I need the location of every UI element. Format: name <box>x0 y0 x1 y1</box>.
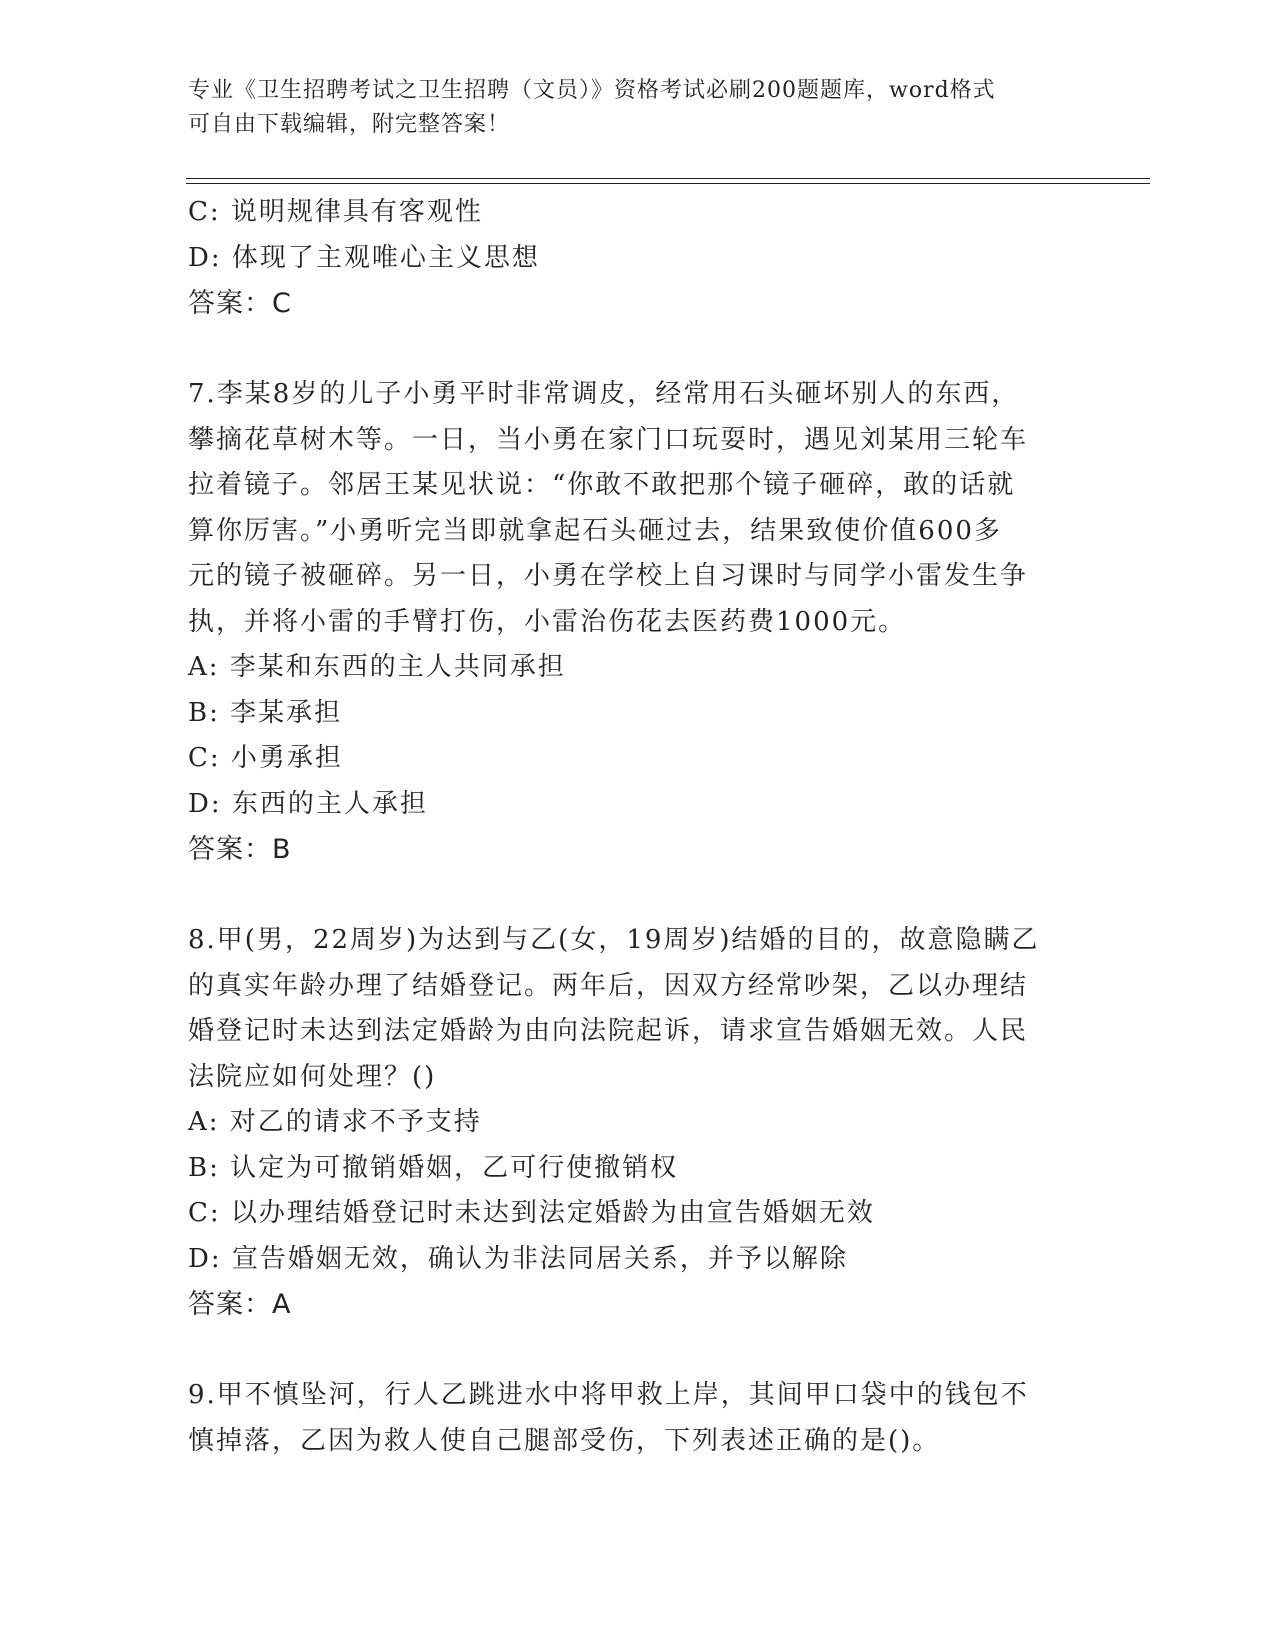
header-divider-top <box>186 178 1150 179</box>
question-stem-line: 执，并将小雷的手臂打伤，小雷治伤花去医药费1000元。 <box>188 606 907 637</box>
option-c: C: 以办理结婚登记时未达到法定婚龄为由宣告婚姻无效 <box>188 1198 875 1228</box>
answer-label: 答案：A <box>188 1289 292 1320</box>
question-7 <box>188 372 1088 873</box>
option-c: C: 小勇承担 <box>188 743 343 773</box>
question-8 <box>188 918 1088 1328</box>
question-6 <box>188 190 1088 327</box>
question-content <box>188 190 1088 1464</box>
spacer <box>188 873 1088 919</box>
question-stem-line: 算你厉害。”小勇听完当即就拿起石头砸过去，结果致使价值600多 <box>188 515 1002 546</box>
option-d: D: 东西的主人承担 <box>188 788 428 819</box>
question-stem-line: 婚登记时未达到法定婚龄为由向法院起诉，请求宣告婚姻无效。人民 <box>188 1016 1029 1046</box>
question-stem-line: 元的镜子被砸碎。另一日，小勇在学校上自习课时与同学小雷发生争 <box>188 561 1029 591</box>
option-c: C: 说明规律具有客观性 <box>188 197 483 227</box>
question-stem-line: 8.甲(男，22周岁)为达到与乙(女，19周岁)结婚的目的，故意隐瞒乙 <box>188 925 1040 955</box>
header-title-line-2: 可自由下载编辑，附完整答案！ <box>188 112 511 137</box>
answer-label: 答案：C <box>188 288 292 319</box>
spacer <box>188 327 1088 373</box>
option-d: D: 宣告婚姻无效，确认为非法同居关系，并予以解除 <box>188 1243 848 1274</box>
option-d: D: 体现了主观唯心主义思想 <box>188 242 540 273</box>
option-b: B: 认定为可撤销婚姻，乙可行使撤销权 <box>188 1152 679 1183</box>
question-stem-line: 9.甲不慎坠河，行人乙跳进水中将甲救上岸，其间甲口袋中的钱包不 <box>188 1380 1029 1410</box>
answer-label: 答案：B <box>188 834 292 865</box>
question-9 <box>188 1373 1088 1464</box>
question-stem-line: 慎掉落，乙因为救人使自己腿部受伤，下列表述正确的是()。 <box>188 1425 941 1456</box>
option-a: A: 李某和东西的主人共同承担 <box>188 652 566 682</box>
page-header <box>188 74 1078 142</box>
header-divider-bottom <box>186 183 1150 184</box>
question-stem-line: 的真实年龄办理了结婚登记。两年后，因双方经常吵架，乙以办理结 <box>188 970 1029 1001</box>
question-stem-line: 法院应如何处理？() <box>188 1061 437 1092</box>
option-a: A: 对乙的请求不予支持 <box>188 1107 482 1137</box>
option-b: B: 李某承担 <box>188 697 343 728</box>
spacer <box>188 1328 1088 1374</box>
question-stem-line: 拉着镜子。邻居王某见状说：“你敢不敢把那个镜子砸碎，敢的话就 <box>188 470 1016 500</box>
question-stem-line: 攀摘花草树木等。一日，当小勇在家门口玩耍时，遇见刘某用三轮车 <box>188 424 1029 455</box>
header-title-line-1: 专业《卫生招聘考试之卫生招聘（文员）》资格考试必刷200题题库，word格式 <box>188 78 996 103</box>
question-stem-line: 7.李某8岁的儿子小勇平时非常调皮，经常用石头砸坏别人的东西， <box>188 379 1020 409</box>
